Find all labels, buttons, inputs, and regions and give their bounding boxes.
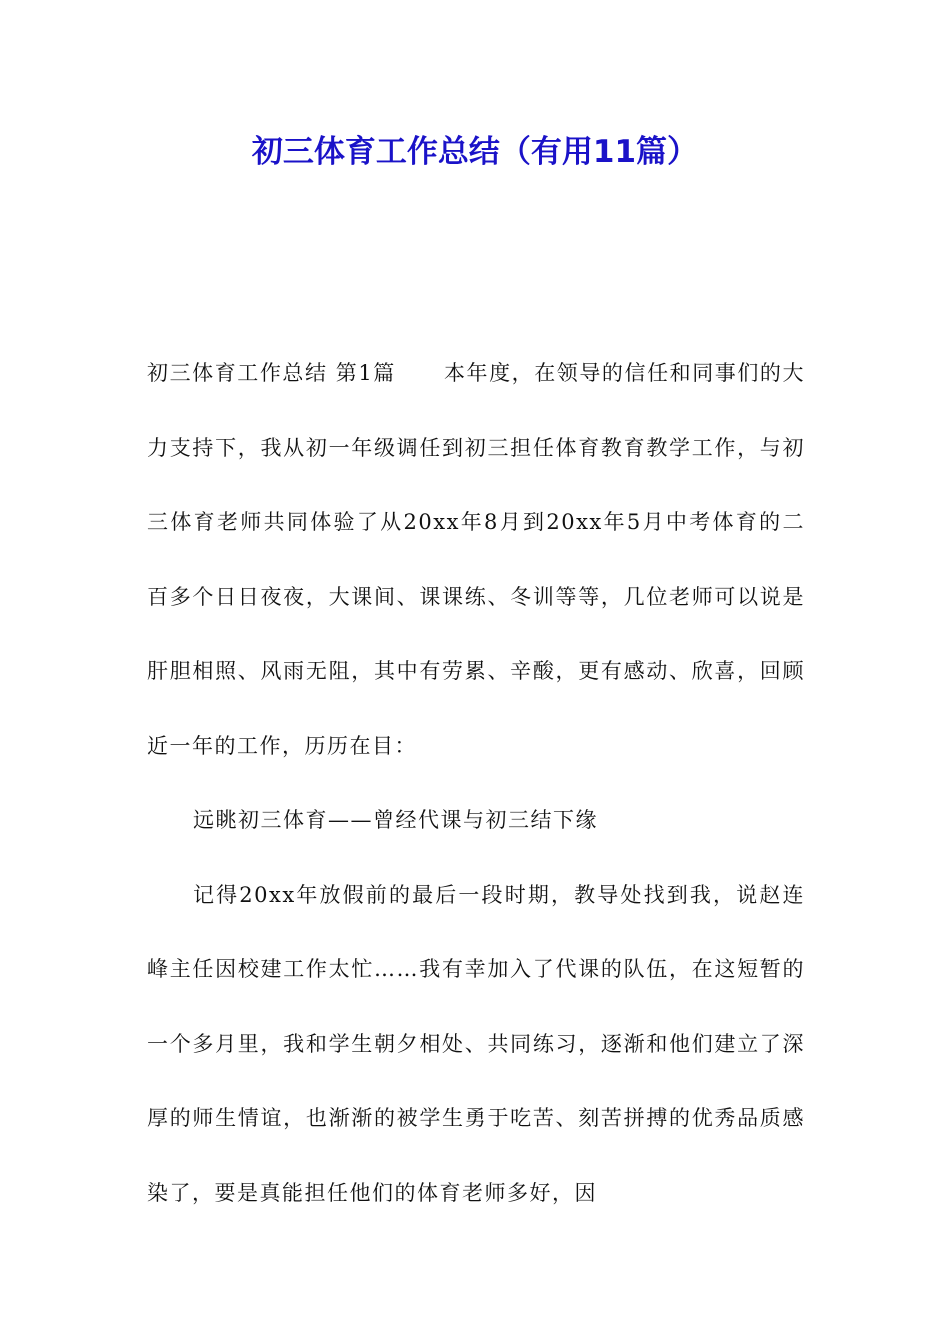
document-body (147, 336, 805, 1230)
paragraph-subheading: 远眺初三体育——曾经代课与初三结下缘 (193, 808, 598, 832)
paragraph-intro (147, 336, 805, 783)
paragraph-text: 本年度，在领导的信任和同事们的大力支持下，我从初一年级调任到初三担任体育教育教学工作，与初三体育老师共同体验了从20xx年8月到20xx年5月中考体育的二百多个日日夜夜，大课间、课课练、冬训等等，几位老师可以说是肝胆相照、风雨无阻，其中有劳累、辛酸，更有感动、欣喜，回顾近一年的工作，历历在目： (147, 361, 805, 758)
section-heading: 初三体育工作总结 第1篇 (147, 361, 396, 385)
paragraph-memory: 记得20xx年放假前的最后一段时期，教导处找到我，说赵连峰主任因校建工作太忙……我有幸加入了代课的队伍，在这短暂的一个多月里，我和学生朝夕相处、共同练习，逐渐和他们建立了深厚的师生情谊，也渐渐的被学生勇于吃苦、刻苦拼搏的优秀品质感染了，要是真能担任他们的体育老师多好，因 (147, 882, 805, 1205)
document-title: 初三体育工作总结（有用11篇） (251, 134, 699, 170)
